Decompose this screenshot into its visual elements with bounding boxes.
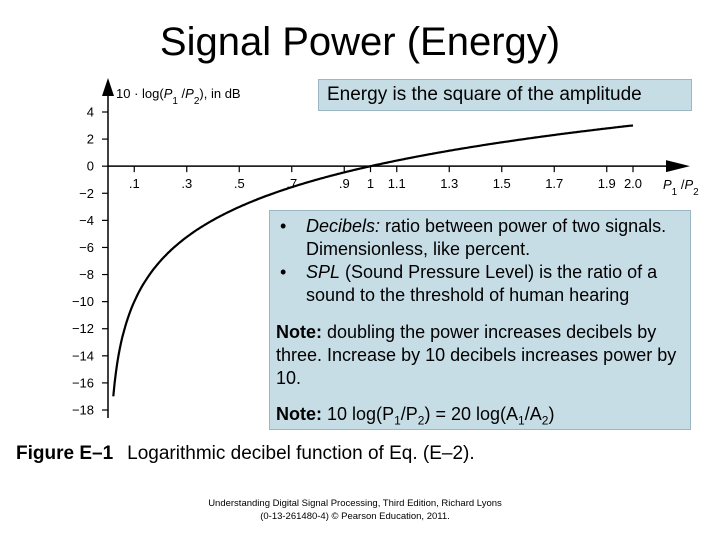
x-axis-arrow [666,160,690,172]
bullet-text: SPL (Sound Pressure Level) is the ratio of a sound to the threshold of human hearing [306,262,658,305]
x-tick-label: 1.7 [545,176,564,192]
y-tick-label: −2 [79,185,94,201]
x-tick-label: 1.9 [597,176,616,192]
y-tick-label: −12 [71,321,94,337]
credit-line-1: Understanding Digital Signal Processing, Third Edition, Richard Lyons [208,498,502,509]
figure-label: Figure E–1 [16,443,114,464]
x-tick-label: 1.3 [440,176,459,192]
energy-callout-text: Energy is the square of the amplitude [327,84,642,105]
bullet-decibels [280,215,684,261]
amplitude-formula: 10 $\log(P_1/P_2) = 20$ $\log(A_1/A_2)$ [327,404,555,428]
slide-title: Signal Power (Energy) [159,20,561,64]
bullet-dot: • [280,216,287,236]
note-doubling: Note: doubling the power increases decibels by three. Increase by 10 decibels increases power by 10. [276,322,677,388]
x-tick-label: 1.1 [387,176,406,192]
y-tick-label: −4 [79,212,94,228]
figure-caption [16,441,475,467]
x-tick-label: 1 [366,176,375,192]
y-tick-label: 2 [86,131,94,147]
figure-caption-text: Logarithmic decibel function of Eq. (E–2). [127,443,475,464]
notes-callout [269,210,691,430]
y-axis-label: $10 \cdot \log(P_1$ $/P_2$), in dB [116,86,241,107]
y-tick-label: 4 [86,104,94,120]
y-tick-label: 0 [86,158,94,174]
y-tick-label: −18 [71,402,94,418]
x-tick-label: 2.0 [623,176,643,192]
x-tick-label: .1 [128,176,140,192]
x-tick-label: .7 [286,176,298,192]
bullet-spl [280,261,684,307]
bullet-list [280,215,684,307]
x-tick-label: .5 [233,176,245,192]
y-tick-label: −14 [71,348,94,364]
bullet-dot: • [280,262,287,282]
credit-line-2: (0-13-261480-4) © Pearson Education, 2011. [260,511,450,522]
credit [0,497,710,523]
y-tick-label: −10 [71,294,94,310]
y-tick-label: −8 [79,267,94,283]
x-tick-label: .9 [338,176,350,192]
x-axis-label: $P_1$ $/P_2$ [663,177,699,198]
y-tick-label: −16 [71,375,94,391]
energy-callout [318,79,692,111]
y-axis-arrow [102,78,114,96]
y-tick-label: −6 [79,239,94,255]
bullet-text: Decibels: ratio between power of two signals. Dimensionless, like percent. [306,216,667,259]
x-tick-label: 1.5 [492,176,511,192]
x-tick-label: .3 [181,176,193,192]
note-amplitude: Note: 10 $\log(P_1/P_2) = 20$ $\log(A_1/A_2)$ [276,404,555,428]
